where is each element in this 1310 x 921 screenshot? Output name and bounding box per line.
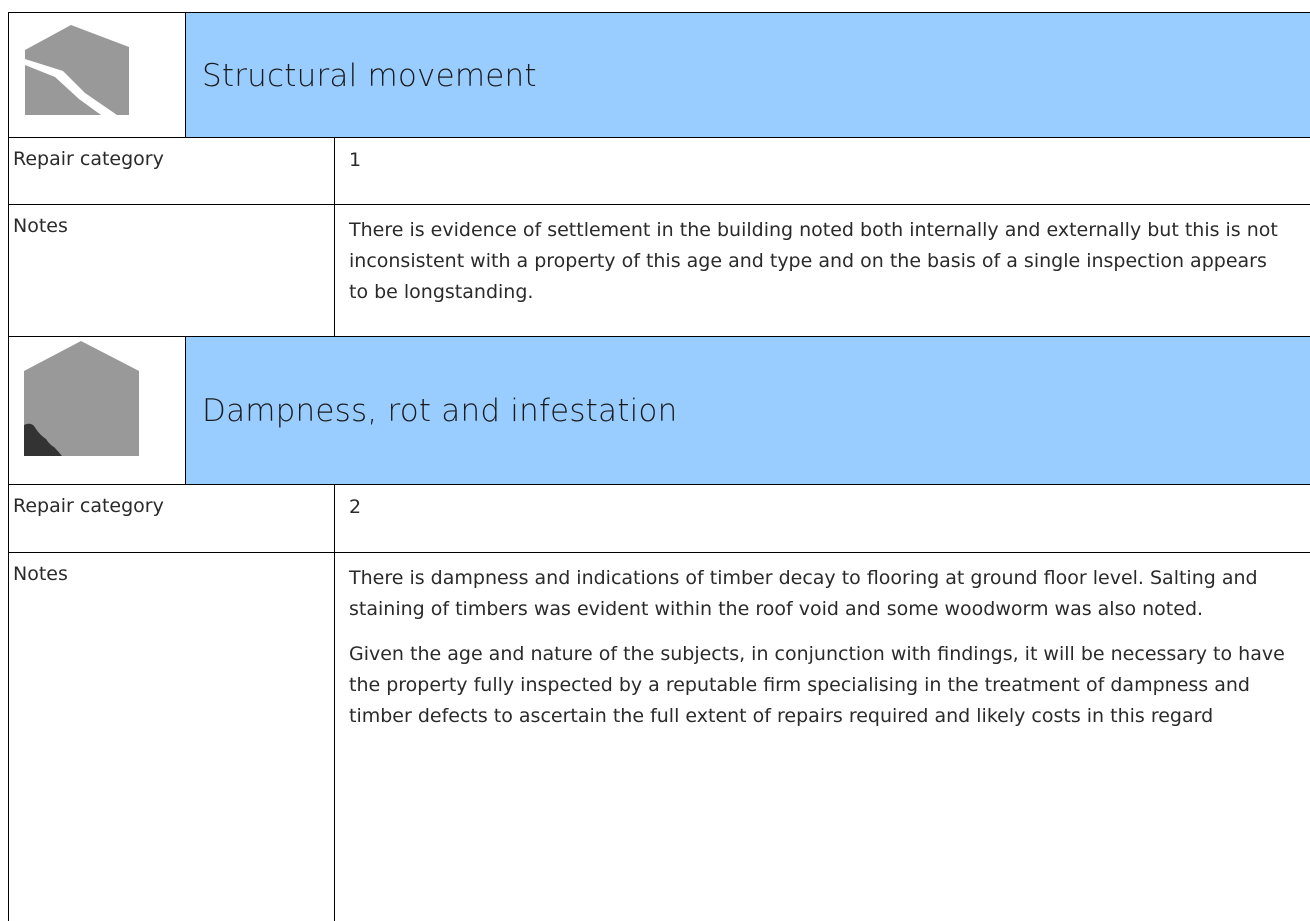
structural-crack-icon: [25, 25, 145, 125]
dampness-house-icon: [24, 341, 144, 471]
notes-paragraph: There is evidence of settlement in the building noted both internally and externally but this is not inconsistent with a property of this age and type and on the basis of a single inspection appears to be longstanding.: [349, 219, 1278, 303]
repair-category-row: [8, 484, 1310, 553]
section-title: Dampness, rot and infestation: [186, 337, 1310, 485]
notes-text: [335, 553, 1310, 921]
icon-cell: [9, 13, 186, 138]
repair-category-value: 1: [349, 149, 362, 171]
repair-category-row: [8, 137, 1310, 205]
section-header-dampness: [8, 336, 1310, 485]
icon-cell: [9, 337, 186, 485]
notes-paragraph: Given the age and nature of the subjects, in conjunction with findings, it will be necessary to have the property fully inspected by a reputable firm specialising in the treatment of dampness and timber defects to ascertain the full extent of repairs required and likely costs in this regard: [349, 643, 1285, 727]
notes-row: [8, 204, 1310, 337]
repair-category-value: 2: [349, 496, 362, 518]
row-label: Repair category: [9, 138, 335, 205]
row-label: Notes: [9, 553, 335, 921]
section-title: Structural movement: [186, 13, 1310, 138]
section-header-structural-movement: [8, 12, 1310, 138]
notes-text: [335, 205, 1310, 337]
row-label: Repair category: [9, 485, 335, 553]
row-label: Notes: [9, 205, 335, 337]
notes-paragraph: There is dampness and indications of timber decay to flooring at ground floor level. Salting and staining of timbers was evident within the roof void and some woodworm was also noted.: [349, 567, 1258, 620]
notes-row: [8, 552, 1310, 921]
